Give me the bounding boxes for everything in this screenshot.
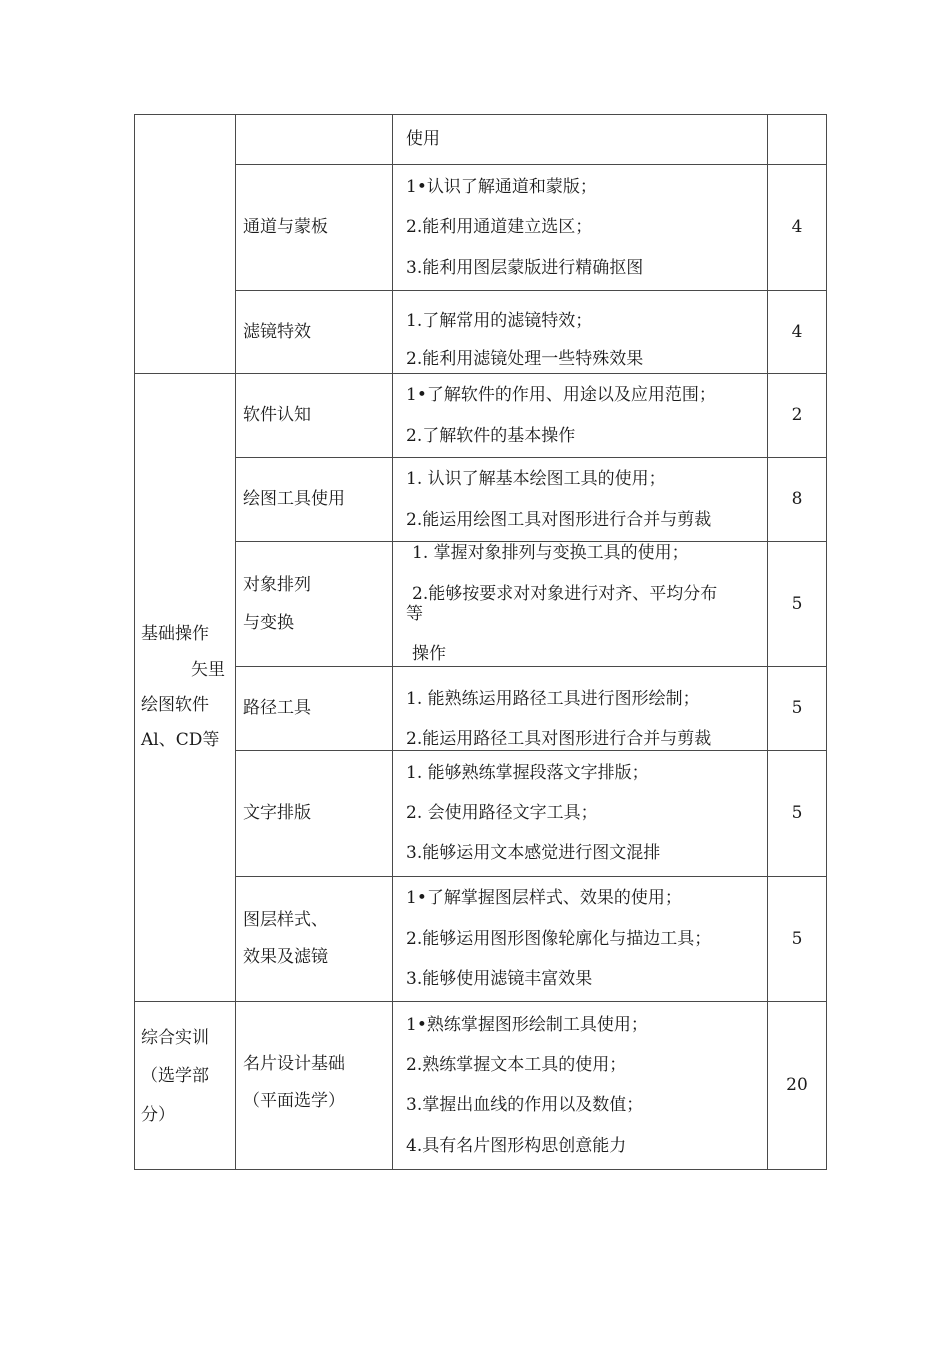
content-line: 1. 能熟练运用路径工具进行图形绘制；	[406, 689, 700, 709]
topic-cell	[236, 165, 393, 291]
topic-line: 文字排版	[243, 803, 311, 824]
topic-cell	[236, 876, 393, 1001]
table-row	[135, 115, 827, 165]
topic-cell	[236, 542, 393, 667]
table-row	[135, 374, 827, 458]
content-line: 4.具有名片图形构思创意能力	[406, 1135, 627, 1156]
content-line: 2.了解软件的基本操作	[406, 425, 576, 446]
table-row	[135, 876, 827, 1001]
topic-line: 效果及滤镜	[243, 947, 328, 968]
content-line: 操作	[412, 644, 446, 665]
topic-line: 路径工具	[243, 698, 311, 719]
content-cell	[393, 374, 768, 458]
content-line: 1•熟练掌握图形绘制工具使用；	[406, 1014, 648, 1035]
hours-cell: 20	[768, 1001, 827, 1169]
topic-line: （平面选学）	[243, 1091, 345, 1112]
content-cell	[393, 291, 768, 374]
table-row	[135, 750, 827, 876]
hours-cell: 5	[768, 667, 827, 751]
table-row	[135, 458, 827, 542]
content-cell	[393, 1001, 768, 1169]
content-line: 3.掌握出血线的作用以及数值；	[406, 1095, 644, 1116]
topic-line: 对象排列	[243, 575, 311, 596]
content-line: 2.能运用绘图工具对图形进行合并与剪裁	[406, 509, 712, 530]
category-line: Al、CD等	[141, 730, 220, 751]
topic-line: 通道与蒙板	[243, 217, 328, 238]
content-line: 3.能够使用滤镜丰富效果	[406, 968, 593, 989]
topic-cell	[236, 374, 393, 458]
category-line: 绘图软件	[141, 694, 209, 715]
content-line: 等	[406, 604, 423, 624]
content-line: 1•了解软件的作用、用途以及应用范围；	[406, 385, 716, 406]
category-line: 综合实训	[141, 1027, 209, 1048]
topic-cell	[236, 115, 393, 165]
hours-cell: 5	[768, 542, 827, 667]
content-line: 2.能利用滤镜处理一些特殊效果	[406, 349, 644, 370]
content-line: 2. 会使用路径文字工具；	[406, 803, 598, 824]
content-cell	[393, 458, 768, 542]
content-line: 3.能够运用文本感觉进行图文混排	[406, 843, 661, 864]
category-line: （选学部	[141, 1066, 209, 1087]
content-line: 1. 掌握对象排列与变换工具的使用；	[412, 543, 689, 564]
topic-line: 名片设计基础	[243, 1053, 345, 1074]
category-line: 矢里	[191, 659, 225, 680]
hours-cell	[768, 115, 827, 165]
content-cell	[393, 750, 768, 876]
content-cell	[393, 115, 768, 165]
hours-cell: 5	[768, 750, 827, 876]
topic-line: 图层样式、	[243, 909, 328, 930]
table-row	[135, 1001, 827, 1169]
category-cell	[135, 1001, 236, 1169]
content-cell	[393, 165, 768, 291]
hours-cell: 4	[768, 165, 827, 291]
table-row	[135, 667, 827, 751]
table-row	[135, 291, 827, 374]
topic-line: 滤镜特效	[243, 321, 311, 342]
topic-cell	[236, 667, 393, 751]
hours-cell: 5	[768, 876, 827, 1001]
content-cell	[393, 876, 768, 1001]
content-line: 使用	[406, 129, 440, 150]
content-line: 2.能利用通道建立选区；	[406, 217, 593, 238]
topic-line: 软件认知	[243, 405, 311, 426]
content-line: 1. 能够熟练掌握段落文字排版；	[406, 762, 649, 783]
hours-cell: 4	[768, 291, 827, 374]
content-line: 2.能运用路径工具对图形进行合并与剪裁	[406, 729, 712, 750]
content-line: 1•认识了解通道和蒙版；	[406, 176, 597, 197]
content-line: 1•了解掌握图层样式、效果的使用；	[406, 888, 682, 909]
content-line: 2.能够运用图形图像轮廓化与描边工具；	[406, 928, 712, 949]
content-line: 3.能利用图层蒙版进行精确抠图	[406, 257, 644, 278]
topic-line: 绘图工具使用	[243, 489, 345, 510]
topic-cell	[236, 291, 393, 374]
hours-cell: 8	[768, 458, 827, 542]
category-line: 基础操作	[141, 624, 209, 645]
content-line: 1.了解常用的滤镜特效；	[406, 311, 593, 331]
topic-cell	[236, 1001, 393, 1169]
hours-cell: 2	[768, 374, 827, 458]
table-row	[135, 542, 827, 667]
topic-cell	[236, 458, 393, 542]
category-cell	[135, 115, 236, 374]
content-line: 1. 认识了解基本绘图工具的使用；	[406, 469, 666, 490]
course-table	[134, 114, 827, 1170]
content-cell	[393, 542, 768, 667]
table-row	[135, 165, 827, 291]
topic-line: 与变换	[243, 612, 294, 633]
topic-cell	[236, 750, 393, 876]
content-line: 2.熟练掌握文本工具的使用；	[406, 1054, 627, 1075]
category-line: 分）	[141, 1104, 175, 1125]
content-cell	[393, 667, 768, 751]
category-cell	[135, 374, 236, 1002]
content-line: 2.能够按要求对对象进行对齐、平均分布	[412, 583, 718, 604]
